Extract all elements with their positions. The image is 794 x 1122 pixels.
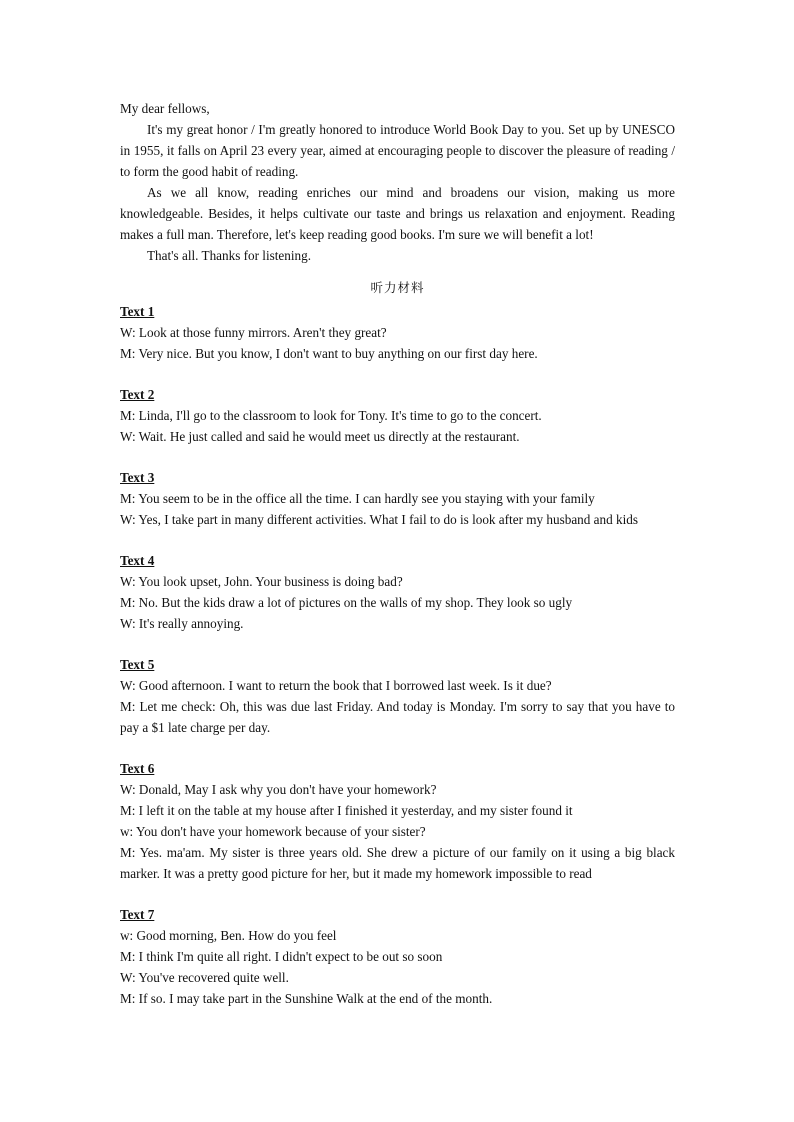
dialogue-line: w: Good morning, Ben. How do you feel [120, 928, 337, 943]
text-heading: Text 2 [120, 387, 155, 402]
text-heading: Text 5 [120, 657, 155, 672]
text-block-5 [120, 654, 675, 738]
dialogue-line: M: I think I'm quite all right. I didn't expect to be out so soon [120, 949, 443, 964]
dialogue-line: w: You don't have your homework because of your sister? [120, 824, 426, 839]
dialogue-line: M: Yes. ma'am. My sister is three years old. She drew a picture of our family on it using a big black marker. It was a pretty good picture for her, but it made my homework impossible to read [120, 845, 675, 881]
dialogue-line: W: Good afternoon. I want to return the book that I borrowed last week. Is it due? [120, 678, 552, 693]
dialogue-line: W: Yes, I take part in many different activities. What I fail to do is look after my husband and kids [120, 512, 638, 527]
dialogue-line: W: You've recovered quite well. [120, 970, 289, 985]
letter-salutation: My dear fellows, [120, 101, 210, 116]
dialogue-line: W: Donald, May I ask why you don't have your homework? [120, 782, 437, 797]
dialogue-line: M: No. But the kids draw a lot of pictures on the walls of my shop. They look so ugly [120, 595, 573, 610]
listening-section-title: 听力材料 [370, 280, 425, 295]
text-heading: Text 1 [120, 304, 155, 319]
text-heading: Text 4 [120, 553, 155, 568]
letter-paragraph: It's my great honor / I'm greatly honored to introduce World Book Day to you. Set up by UNESCO in 1955, it falls on April 23 every year, aimed at encouraging people to discover the pleasure of reading / to form the good habit of reading. [120, 122, 675, 179]
dialogue-line: M: You seem to be in the office all the time. I can hardly see you staying with your family [120, 491, 595, 506]
text-block-7 [120, 904, 675, 1009]
dialogue-line: M: Let me check: Oh, this was due last Friday. And today is Monday. I'm sorry to say that you have to pay a $1 late charge per day. [120, 699, 675, 735]
letter-closing: That's all. Thanks for listening. [147, 248, 312, 263]
text-block-3 [120, 467, 675, 530]
document-page [120, 98, 675, 1029]
dialogue-line: W: Wait. He just called and said he would meet us directly at the restaurant. [120, 429, 520, 444]
dialogue-line: M: If so. I may take part in the Sunshine Walk at the end of the month. [120, 991, 493, 1006]
dialogue-line: M: Linda, I'll go to the classroom to look for Tony. It's time to go to the concert. [120, 408, 542, 423]
text-block-6 [120, 758, 675, 884]
dialogue-line: M: Very nice. But you know, I don't want to buy anything on our first day here. [120, 346, 538, 361]
text-block-2 [120, 384, 675, 447]
dialogue-line: M: I left it on the table at my house after I finished it yesterday, and my sister found it [120, 803, 573, 818]
text-heading: Text 6 [120, 761, 155, 776]
text-block-4 [120, 550, 675, 634]
dialogue-line: W: You look upset, John. Your business is doing bad? [120, 574, 403, 589]
dialogue-line: W: Look at those funny mirrors. Aren't they great? [120, 325, 387, 340]
text-block-1 [120, 301, 675, 364]
text-heading: Text 3 [120, 470, 155, 485]
dialogue-line: W: It's really annoying. [120, 616, 244, 631]
letter-paragraph: As we all know, reading enriches our mind and broadens our vision, making us more knowledgeable. Besides, it helps cultivate our taste and brings us relaxation and enjoyment. Reading makes a full man. Therefore, let's keep reading good books. I'm sure we will benefit a lot! [120, 185, 675, 242]
text-heading: Text 7 [120, 907, 155, 922]
